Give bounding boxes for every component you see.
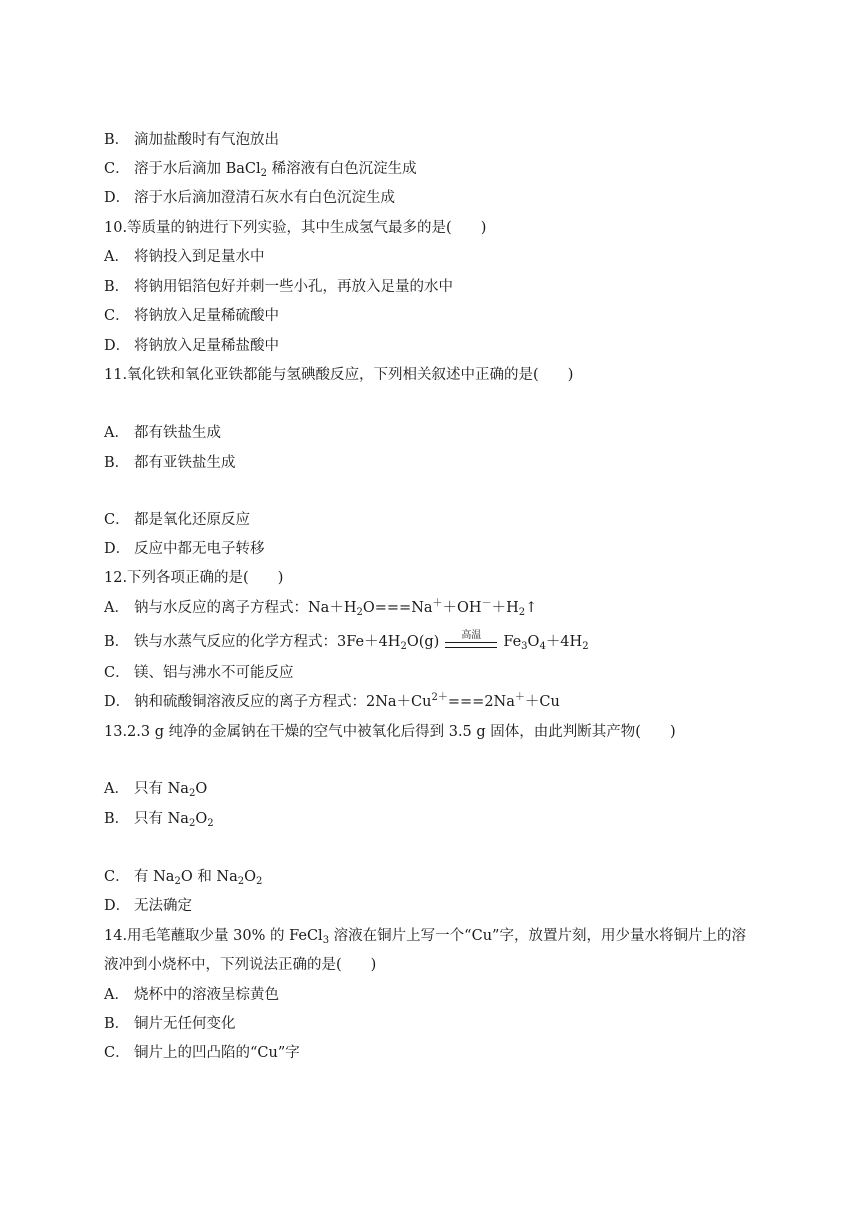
q10-option-b: B． 将钠用铝箔包好并刺一些小孔，再放入足量的水中 xyxy=(104,279,453,295)
q13-option-d: D． 无法确定 xyxy=(104,898,192,914)
q13-option-c: C． 有 $Na_2O$ 和 $Na_2O_2$ xyxy=(104,869,263,887)
q9-option-b: B． 滴加盐酸时有气泡放出 xyxy=(104,132,279,148)
q11-option-b: B． 都有亚铁盐生成 xyxy=(104,455,236,471)
q13-option-a: A． 只有 $Na_2O$ xyxy=(104,781,208,799)
reaction-condition-arrow: 高温 xyxy=(443,632,499,650)
q12-option-b: B． 铁与水蒸气反应的化学方程式：$3Fe+4H_2O(g)$ 高温 $Fe_3O_4+4H_2$ xyxy=(104,630,589,652)
q12-stem: 12.下列各项正确的是( ) xyxy=(104,570,284,586)
q12-option-a: A． 钠与水反应的离子方程式：$Na+H_2O===Na^++OH^-+H_2↑$ xyxy=(104,598,538,618)
q11-option-c: C． 都是氧化还原反应 xyxy=(104,512,250,528)
q13-option-b: B． 只有 $Na_2O_2$ xyxy=(104,811,214,829)
q9-option-d: D． 溶于水后滴加澄清石灰水有白色沉淀生成 xyxy=(104,190,395,206)
q9-option-c: C． 溶于水后滴加 BaCl$_2$ 稀溶液有白色沉淀生成 xyxy=(104,161,417,179)
q13-stem: 13.2.3 g 纯净的金属钠在干燥的空气中被氧化后得到 3.5 g 固体，由此判断其产物( ) xyxy=(104,724,676,740)
q12-option-d: D． 钠和硫酸铜溶液反应的离子方程式：$2Na+Cu^{2+}===2Na^++Cu$ xyxy=(104,692,560,710)
q10-stem: 10.等质量的钠进行下列实验，其中生成氢气最多的是( ) xyxy=(104,220,487,236)
q10-option-a: A． 将钠投入到足量水中 xyxy=(104,249,265,265)
q10-option-d: D． 将钠放入足量稀盐酸中 xyxy=(104,338,279,354)
q14-option-c: C． 铜片上的凹凸陷的“Cu”字 xyxy=(104,1045,300,1061)
q11-option-a: A． 都有铁盐生成 xyxy=(104,425,221,441)
q10-option-c: C． 将钠放入足量稀硫酸中 xyxy=(104,308,279,324)
q14-stem-line1: 14.用毛笔蘸取少量 30% 的 FeCl$_3$ 溶液在铜片上写一个“Cu”字，放置片刻，用少量水将铜片上的溶 xyxy=(104,928,746,946)
q14-stem-line2: 液冲到小烧杯中，下列说法正确的是( ) xyxy=(104,957,377,973)
q11-option-d: D． 反应中都无电子转移 xyxy=(104,541,265,557)
q12-option-c: C． 镁、铝与沸水不可能反应 xyxy=(104,665,294,681)
q14-option-a: A． 烧杯中的溶液呈棕黄色 xyxy=(104,987,279,1003)
q11-stem: 11.氧化铁和氧化亚铁都能与氢碘酸反应，下列相关叙述中正确的是( ) xyxy=(104,367,574,383)
q14-option-b: B． 铜片无任何变化 xyxy=(104,1016,236,1032)
